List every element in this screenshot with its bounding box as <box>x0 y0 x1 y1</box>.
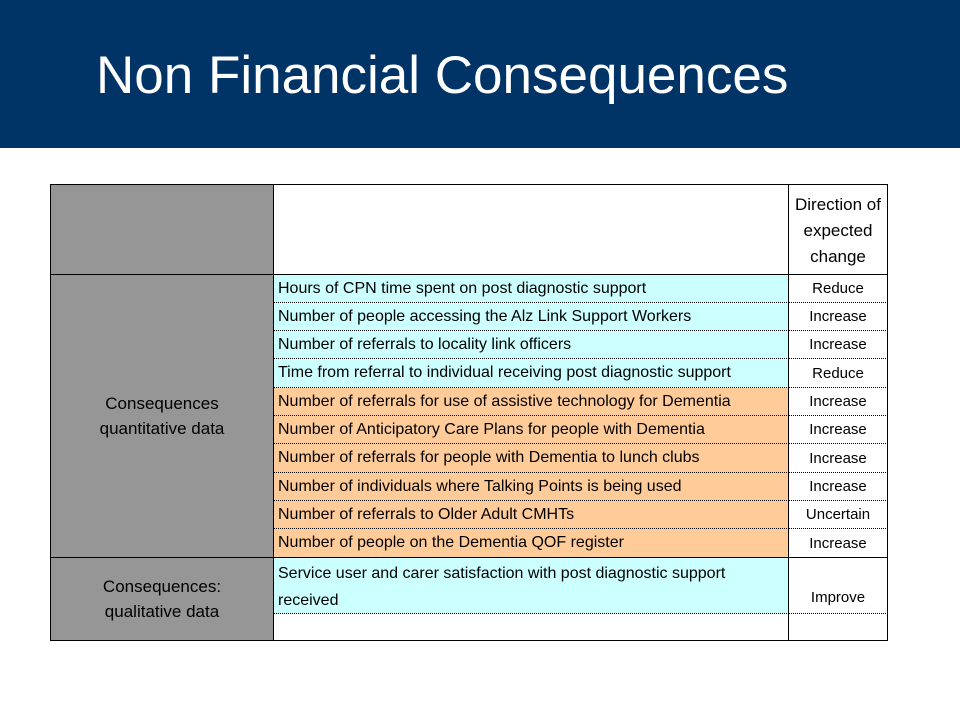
qualitative-label-line: qualitative data <box>104 602 220 621</box>
direction-cell: Uncertain <box>789 501 888 529</box>
slide-title: Non Financial Consequences <box>96 46 789 105</box>
qualitative-label-line: Consequences: <box>102 577 222 596</box>
header-label-cell <box>50 184 274 275</box>
direction-cell: Increase <box>789 388 888 416</box>
measure-cell: Number of people on the Dementia QOF register <box>274 529 789 558</box>
qualitative-label-cell <box>50 558 274 641</box>
direction-cell: Reduce <box>789 359 888 388</box>
direction-cell: Increase <box>789 473 888 501</box>
direction-cell: Increase <box>789 529 888 558</box>
qualitative-direction-cell: Improve <box>789 558 888 614</box>
quantitative-label-cell <box>50 275 274 558</box>
measure-cell: Number of referrals to locality link officers <box>274 331 789 359</box>
quantitative-label-line: Consequences <box>105 394 219 413</box>
measure-cell: Hours of CPN time spent on post diagnostic support <box>274 275 789 303</box>
measure-cell: Number of referrals for people with Dementia to lunch clubs <box>274 444 789 473</box>
direction-header-line: Direction of <box>795 195 881 214</box>
measure-cell: Number of referrals to Older Adult CMHTs <box>274 501 789 529</box>
direction-cell: Increase <box>789 416 888 444</box>
direction-header-line: expected <box>803 221 873 240</box>
direction-cell: Reduce <box>789 275 888 303</box>
measure-cell: Number of individuals where Talking Points is being used <box>274 473 789 501</box>
measure-cell: Number of Anticipatory Care Plans for people with Dementia <box>274 416 789 444</box>
empty-direction-cell <box>789 614 888 641</box>
direction-header <box>789 184 888 275</box>
consequences-table <box>50 184 888 641</box>
qualitative-measure-cell <box>274 558 789 614</box>
measure-cell: Time from referral to individual receiving post diagnostic support <box>274 359 789 388</box>
qualitative-measure-line: received <box>278 592 339 609</box>
header-blank-cell <box>274 184 789 275</box>
direction-cell: Increase <box>789 331 888 359</box>
measure-cell: Number of referrals for use of assistive technology for Dementia <box>274 388 789 416</box>
empty-measure-cell <box>274 614 789 641</box>
direction-header-line: change <box>810 247 866 266</box>
title-bar <box>0 0 960 148</box>
quantitative-label-line: quantitative data <box>99 419 225 438</box>
qualitative-measure-line: Service user and carer satisfaction with post diagnostic support <box>278 565 726 582</box>
direction-cell: Increase <box>789 444 888 473</box>
direction-cell: Increase <box>789 303 888 331</box>
measure-cell: Number of people accessing the Alz Link Support Workers <box>274 303 789 331</box>
